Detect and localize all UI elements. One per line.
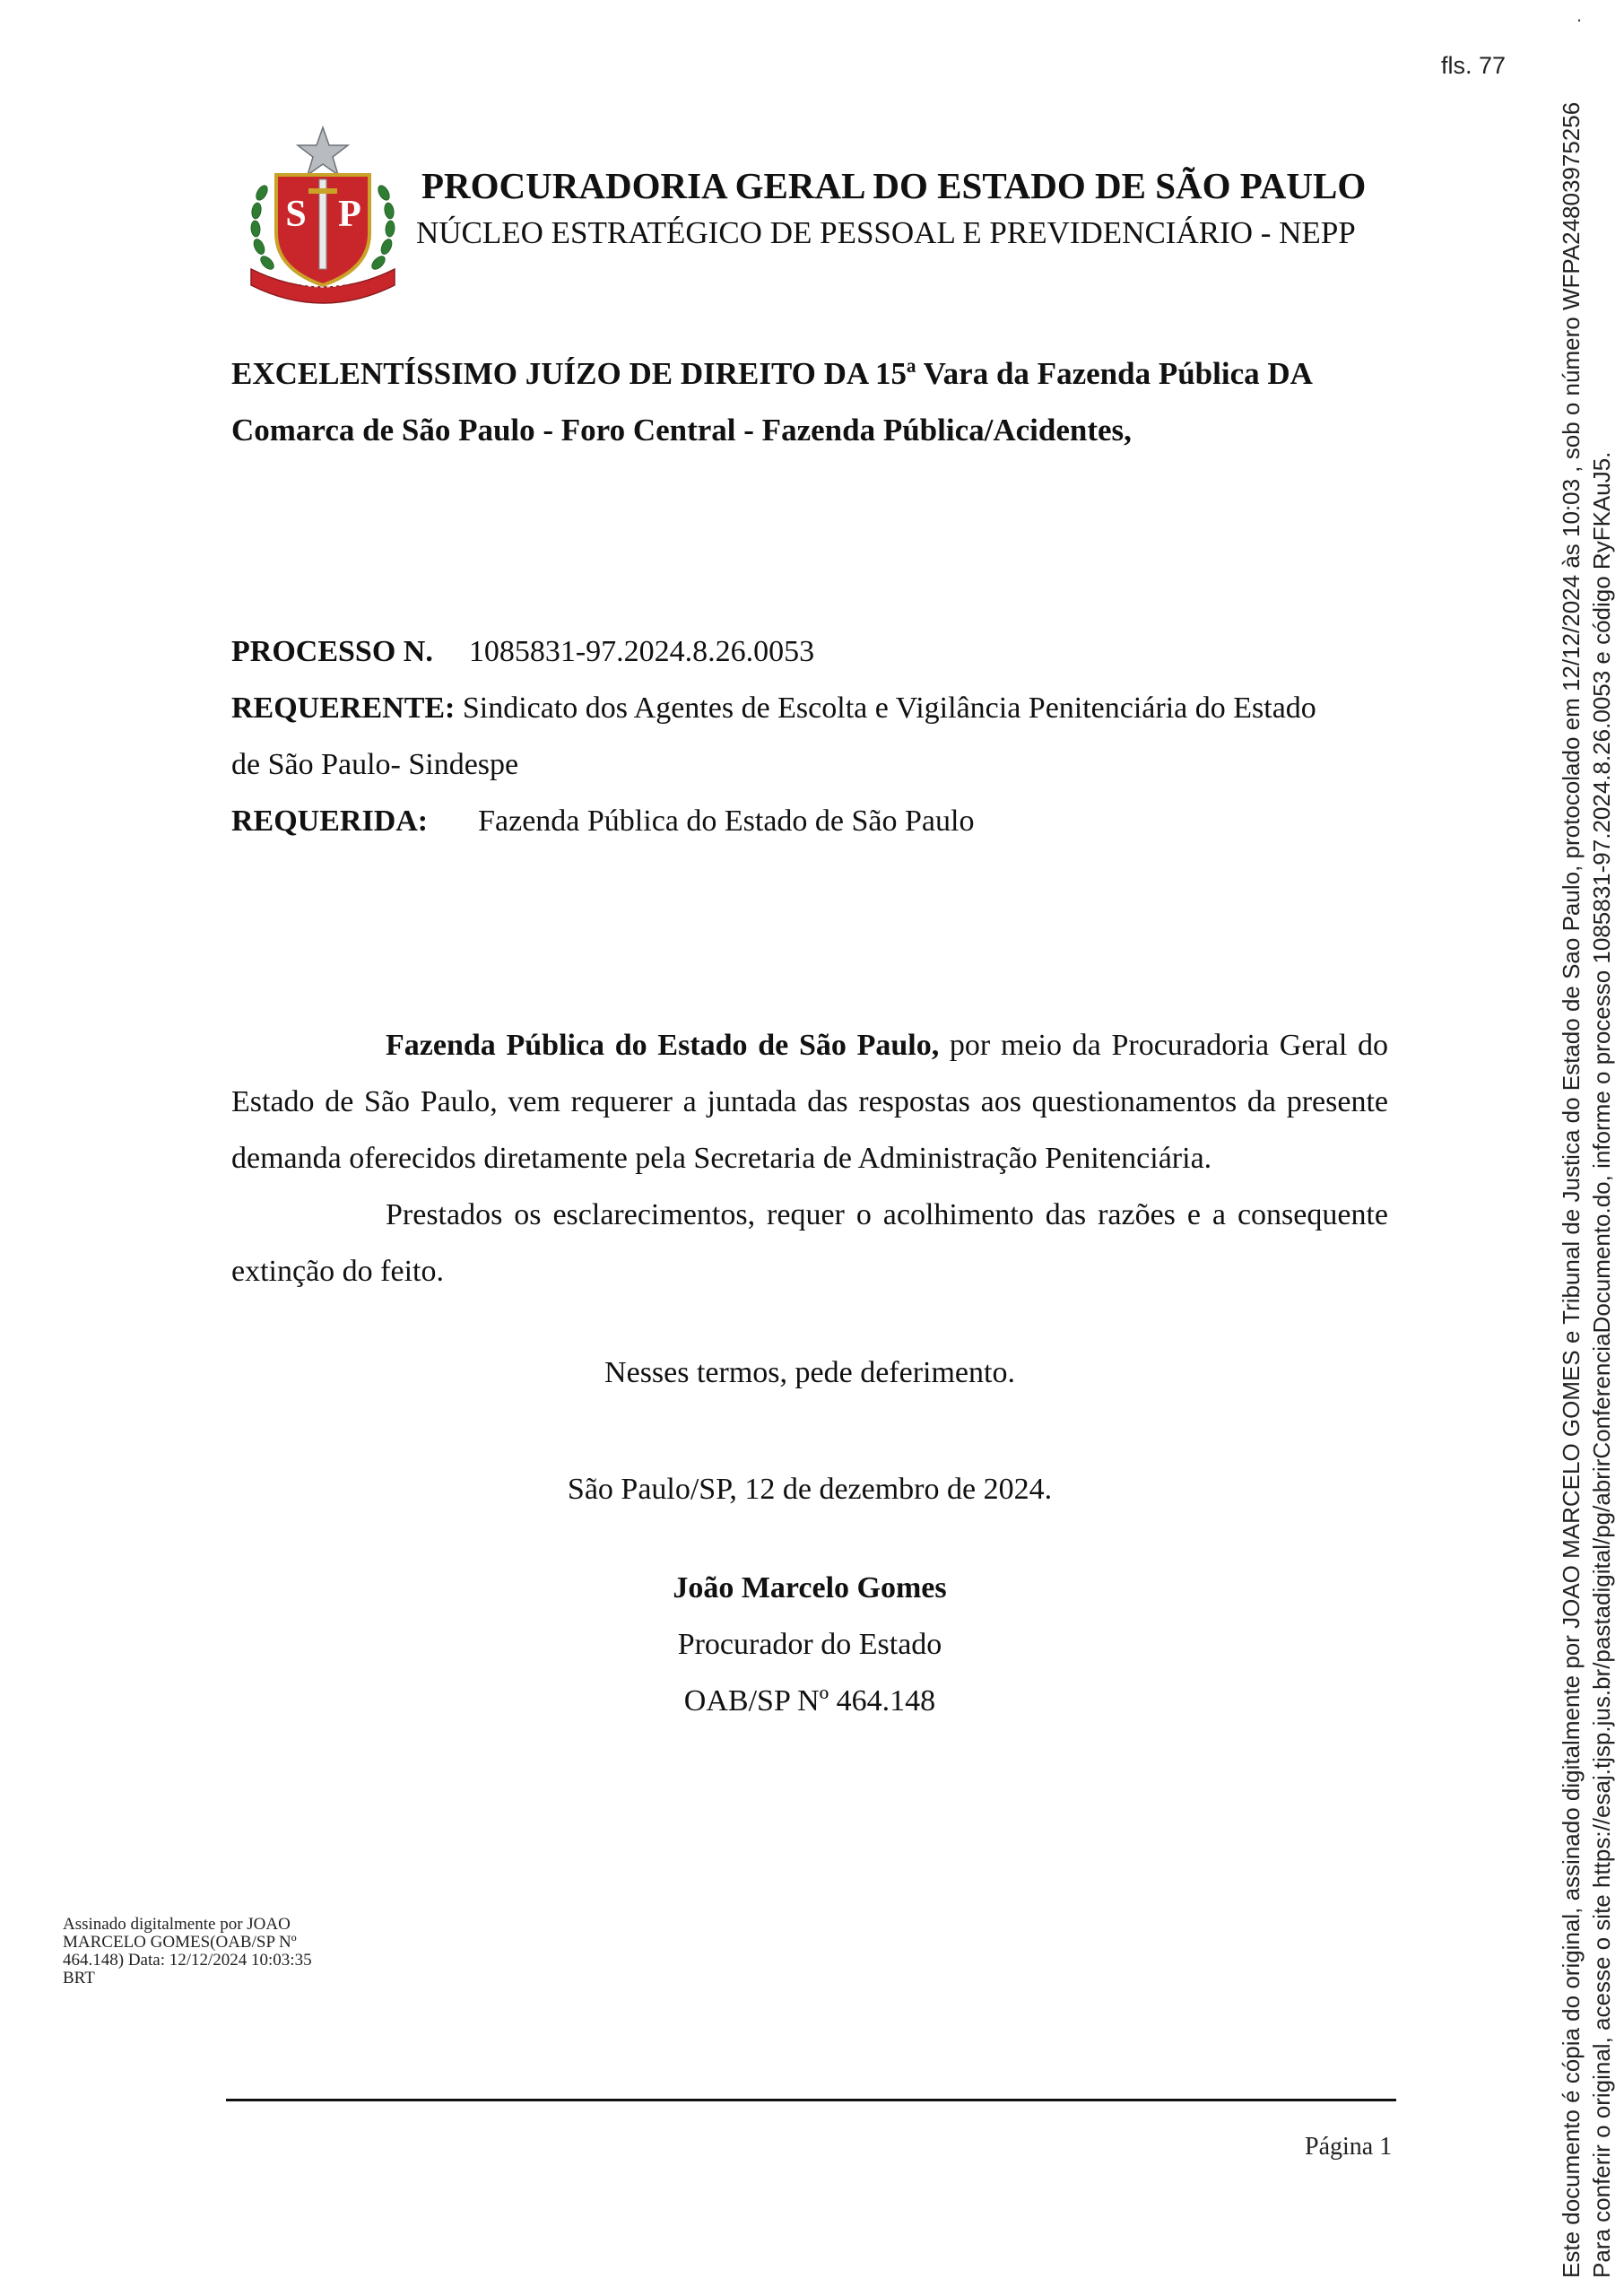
case-metadata bbox=[231, 623, 1397, 849]
process-row bbox=[231, 623, 1397, 680]
folio-number: fls. 77 bbox=[1441, 52, 1507, 79]
header-title: PROCURADORIA GERAL DO ESTADO DE SÃO PAULO bbox=[421, 165, 1367, 206]
requerente-value: Sindicato dos Agentes de Escolta e Vigilância Penitenciária do Estado bbox=[462, 691, 1316, 725]
signature-line1: Assinado digitalmente por JOAO bbox=[63, 1915, 291, 1934]
petition-body bbox=[231, 1017, 1388, 1300]
paragraph-1 bbox=[231, 1017, 1388, 1187]
svg-text:P: P bbox=[338, 194, 361, 235]
authenticity-notice bbox=[1556, 54, 1617, 2278]
page-number: Página 1 bbox=[1305, 2133, 1393, 2161]
authenticity-line2: Para conferir o original, acesse o site https://esaj.tjsp.jus.br/pastadigital/pg/abrirConferenciaDocumento.do, informe o processo 1085831-97.2024.8.26.0053 e código RyFKAuJ5. bbox=[1588, 451, 1615, 2278]
authenticity-line1: Este documento é cópia do original, assinado digitalmente por JOAO MARCELO GOMES e Tribunal de Justica do Estado de Sao Paulo, protocolado em 12/12/2024 às 10:03 , sob o número WFPA24803975256 bbox=[1558, 101, 1585, 2278]
place-date: São Paulo/SP, 12 de dezembro de 2024. bbox=[567, 1473, 1053, 1506]
signature-line3: 464.148) Data: 12/12/2024 10:03:35 bbox=[63, 1951, 312, 1970]
court-address-line1: EXCELENTÍSSIMO JUÍZO DE DIREITO DA 15ª Vara da Fazenda Pública DA bbox=[231, 356, 1313, 391]
process-number: 1085831-97.2024.8.26.0053 bbox=[468, 635, 815, 668]
requerida-label: REQUERIDA: bbox=[231, 804, 429, 838]
court-address-line2: Comarca de São Paulo - Foro Central - Fazenda Pública/Acidentes, bbox=[231, 413, 1132, 448]
signer-role: Procurador do Estado bbox=[677, 1628, 942, 1661]
digital-signature-stamp bbox=[63, 1916, 404, 1987]
requerente-value-cont: de São Paulo- Sindespe bbox=[231, 748, 519, 781]
sao-paulo-crest-icon bbox=[242, 126, 404, 305]
requerente-label: REQUERENTE: bbox=[231, 691, 456, 725]
signature-line4: BRT bbox=[63, 1969, 95, 1987]
requerida-value: Fazenda Pública do Estado de São Paulo bbox=[478, 804, 975, 838]
paragraph-1-rest: por meio da Procuradoria Geral do Estado de São Paulo, vem requerer a juntada das respostas aos questionamentos da presente demanda oferecidos diretamente pela Secretaria de Administração Penitenciária. bbox=[231, 1029, 1389, 1175]
header-subtitle: NÚCLEO ESTRATÉGICO DE PESSOAL E PREVIDENCIÁRIO - NEPP bbox=[416, 215, 1356, 250]
requerente-row bbox=[231, 680, 1397, 736]
footer-divider bbox=[226, 2099, 1396, 2101]
process-label: PROCESSO N. bbox=[231, 635, 433, 668]
closing-request: Nesses termos, pede deferimento. bbox=[604, 1356, 1015, 1389]
requerida-row bbox=[231, 793, 1397, 849]
svg-text:S: S bbox=[285, 194, 307, 235]
signer-name: João Marcelo Gomes bbox=[673, 1571, 947, 1605]
corner-mark: . bbox=[1576, 4, 1583, 26]
paragraph-1-bold: Fazenda Pública do Estado de São Paulo, bbox=[386, 1029, 940, 1062]
signer-oab: OAB/SP Nº 464.148 bbox=[683, 1684, 936, 1718]
signature-line2: MARCELO GOMES(OAB/SP Nº bbox=[63, 1933, 297, 1952]
paragraph-2: Prestados os esclarecimentos, requer o acolhimento das razões e a consequente extinção do feito. bbox=[231, 1198, 1388, 1288]
court-address bbox=[231, 345, 1397, 458]
